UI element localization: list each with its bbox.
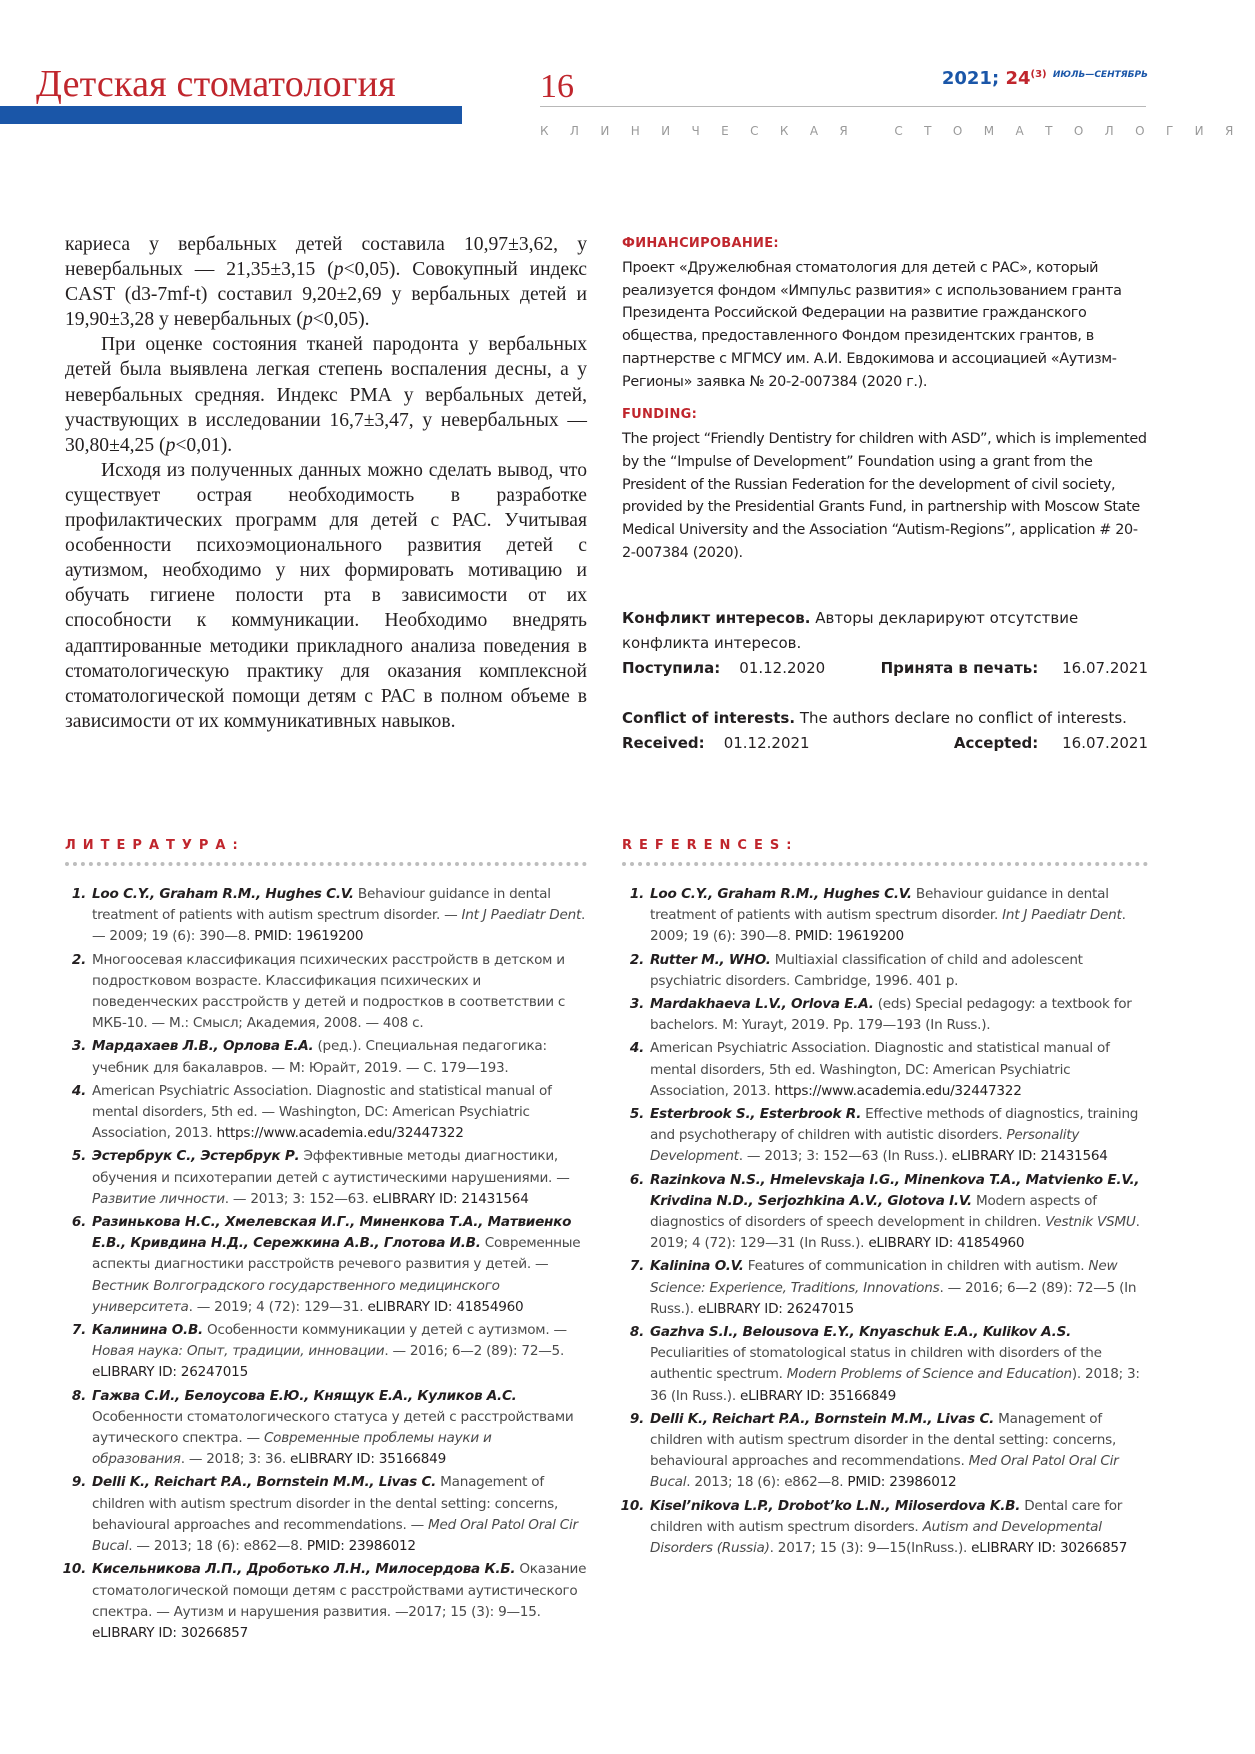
reference-item: 3. Mardakhaeva L.V., Orlova E.A. (eds) Special pedagogy: a textbook for bachelors. M: Yurayt, 2019. Pp. 179—193 (In Russ.). [629,996,1132,1034]
conflict-ru [622,606,1148,681]
references-list [620,884,1148,1561]
literature-item: 5. Эстербрук С., Эстербрук Р. Эффективные методы диагностики, обучения и психотерапии детей с аутистическими нарушениями. — Развитие личности. — 2013; 3: 152—63. eLIBRARY ID: 21431564 [71,1148,570,1207]
references-heading: REFERENCES: [622,838,799,853]
reference-item: 6. Razinkova N.S., Hmelevskaja I.G., Minenkova T.A., Matvienko E.V., Krivdina N.D., Serjozhkina A.V., Glotova I.V. Modern aspects of diagnostics of disorders of speech development in children. Vestnik VSMU. 2019; 4 (72): 129—31 (In Russ.). eLIBRARY ID: 41854960 [629,1171,1140,1252]
paragraph-caries: кариеса у вербальных детей составила 10,97±3,62, у невербальных — 21,35±3,15 (p<0,05). Совокупный индекс CAST (d3-7mf-t) составил 9,20±2,69 у вербальных детей и 19,90±3,28 у невербальных (p<0,05). [65,234,587,331]
dates-en-row: Received: 01.12.2021 Accepted: 16.07.2021 [622,734,1148,752]
issue-volume: 24 [1005,68,1031,89]
funding-column [622,236,1148,564]
reference-item: 7. Kalinina O.V. Features of communication in children with autism. New Science: Experience, Traditions, Innovations. — 2016; 6—2 (89): 72—5 (In Russ.). eLIBRARY ID: 26247015 [629,1258,1137,1317]
reference-item: 8. Gazhva S.I., Belousova E.Y., Knyaschuk E.A., Kulikov A.S. Peculiarities of stomatological status in children with disorders of the authentic spectrum. Modern Problems of Science and Education). 2018; 3: 36 (In Russ.). eLIBRARY ID: 35166849 [629,1324,1140,1404]
journal-title-bar [0,106,462,124]
literature-list [62,884,587,1646]
funding-en-text: The project “Friendly Dentistry for children with ASD”, which is implemented by the “Impulse of Development” Foundation using a grant from the President of the Russian Federation for the development of civil society, provided by the Presidential Grants Fund, in partnership with Moscow State Medical University and the Association “Autism-Regions”, application # 20-2-007384 (2020). [622,431,1147,561]
literature-item: 8. Гажва С.И., Белоусова Е.Ю., Княщук Е.А., Куликов А.С. Особенности стоматологического статуса у детей с расстройствами аутического спектра. — Современные проблемы науки и образования. — 2018; 3: 36. eLIBRARY ID: 35166849 [71,1387,574,1468]
section-divider [540,106,1146,107]
reference-item: 10. Kisel’nikova L.P., Drobot’ko L.N., Miloserdova K.B. Dental care for children with autism spectrum disorders. Autism and Developmental Disorders (Russia). 2017; 15 (3): 9—15(InRuss.). eLIBRARY ID: 30266857 [620,1497,1128,1557]
issue-info [942,68,1148,89]
issue-year: 2021; [941,68,1000,89]
literature-item: 10. Кисельникова Л.П., Дроботько Л.Н., Милосердова К.Б. Оказание стоматологической помощи детям с расстройствами аутистического спектра. — Аутизм и нарушения развития. —2017; 15 (3): 9—15. eLIBRARY ID: 30266857 [62,1561,587,1641]
literature-item: 4. American Psychiatric Association. Diagnostic and statistical manual of mental disorders, 5th ed. — Washington, DC: American Psychiatric Association, 2013. https://www.academia.edu/32447322 [71,1082,552,1142]
reference-item: 4. American Psychiatric Association. Diagnostic and statistical manual of mental disorders, 5th ed. Washington, DC: American Psychiatric Association, 2013. https://www.academia.edu/32447322 [629,1040,1110,1099]
references-divider [622,862,1148,866]
literature-item: 9. Delli K., Reichart P.A., Bornstein M.M., Livas C. Management of children with autism spectrum disorder in the dental setting: concerns, behavioural approaches and recommendations. — Med Oral Patol Oral Cir Bucal. — 2013; 18 (6): e862—8. PMID: 23986012 [71,1474,578,1555]
issue-number: (3) [1030,69,1047,80]
conflict-en-statement: Conflict of interests. The authors declare no conflict of interests. [622,709,1127,727]
paragraph-periodontal: При оценке состояния тканей пародонта у вербальных детей была выявлена легкая степень воспаления десны, а у невербальных средняя. Индекс РМА у вербальных детей, участвующих в исследовании 16,7±3,47, у невербальных — 30,80±4,25 (p<0,01). [65,334,587,456]
page-number: 16 [540,68,574,105]
funding-en-label: FUNDING: [622,407,698,423]
reference-item: 9. Delli K., Reichart P.A., Bornstein M.M., Livas C. Management of children with autism spectrum disorder in the dental setting: concerns, behavioural approaches and recommendations. Med Oral Patol Oral Cir Bucal. 2013; 18 (6): e862—8. PMID: 23986012 [629,1410,1119,1491]
literature-item: 3. Мардахаев Л.В., Орлова Е.А. (ред.). Специальная педагогика: учебник для бакалавров. — М: Юрайт, 2019. — С. 179—193. [71,1038,547,1076]
reference-item: 1. Loo C.Y., Graham R.M., Hughes C.V. Behaviour guidance in dental treatment of patients with autism spectrum disorder. Int J Paediatr Dent. 2009; 19 (6): 390—8. PMID: 19619200 [629,886,1126,945]
paragraph-conclusion: Исходя из полученных данных можно сделать вывод, что существует острая необходимость в разработке профилактических программ для детей с РАС. Учитывая особенности психоэмоционального развития детей с аутизмом, необходимо у них формировать мотивацию и обучать гигиене полости рта в зависимости от их способности к коммуникации. Необходимо внедрять адаптированные методики прикладного анализа поведения в стоматологическую практику для оказания комплексной стоматологической помощи детям с РАС в полном объеме в зависимости от их коммуникативных навыков. [65,459,587,732]
funding-ru-text: Проект «Дружелюбная стоматология для детей с РАС», который реализуется фондом «Импульс развития» с использованием гранта Президента Российской Федерации на развитие гражданского общества, предоставленного Фондом президентских грантов, в партнерстве с МГМСУ им. А.И. Евдокимова и ассоциацией «Аутизм-Регионы» заявка № 20-2-007384 (2020 г.). [622,260,1122,390]
literature-divider [65,862,587,866]
conflict-en [622,706,1148,756]
journal-title: Детская стоматология [36,63,396,105]
literature-heading: ЛИТЕРАТУРА: [65,838,245,853]
literature-item: 1. Loo C.Y., Graham R.M., Hughes C.V. Behaviour guidance in dental treatment of patients with autism spectrum disorder. — Int J Paediatr Dent. — 2009; 19 (6): 390—8. PMID: 19619200 [71,886,586,945]
literature-item: 7. Калинина О.В. Особенности коммуникации у детей с аутизмом. — Новая наука: Опыт, традиции, инновации. — 2016; 6—2 (89): 72—5. eLIBRARY ID: 26247015 [71,1322,567,1381]
body-text-column [65,232,587,734]
conflict-ru-statement: Конфликт интересов. Авторы декларируют отсутствие конфликта интересов. [622,609,1079,652]
dates-ru-row: Поступила: 01.12.2020 Принята в печать: 16.07.2021 [622,659,1148,677]
funding-ru-label: ФИНАНСИРОВАНИЕ: [622,236,779,251]
reference-item: 2. Rutter M., WHO. Multiaxial classification of child and adolescent psychiatric disorders. Cambridge, 1996. 401 p. [629,951,1083,989]
literature-item: 6. Разинькова Н.С., Хмелевская И.Г., Миненкова Т.А., Матвиенко Е.В., Кривдина Н.Д., Сережкина А.В., Глотова И.В. Современные аспекты диагностики расстройств речевого развития у детей. — Вестник Волгоградского государственного медицинского университета. — 2019; 4 (72): 129—31. eLIBRARY ID: 41854960 [71,1214,581,1315]
literature-item: 2. Многоосевая классификация психических расстройств в детском и подростковом возрасте. Классификация психических и поведенческих расстройств у детей и подростков в соответствии с МКБ-10. — М.: Смысл; Академия, 2008. — 408 с. [71,951,566,1032]
issue-months: ИЮЛЬ—СЕНТЯБРЬ [1052,70,1148,80]
reference-item: 5. Esterbrook S., Esterbrook R. Effective methods of diagnostics, training and psychotherapy of children with autistic disorders. Personality Development. — 2013; 3: 152—63 (In Russ.). eLIBRARY ID: 21431564 [629,1106,1139,1165]
section-name: КЛИНИЧЕСКАЯ СТОМАТОЛОГИЯ [540,124,1255,138]
